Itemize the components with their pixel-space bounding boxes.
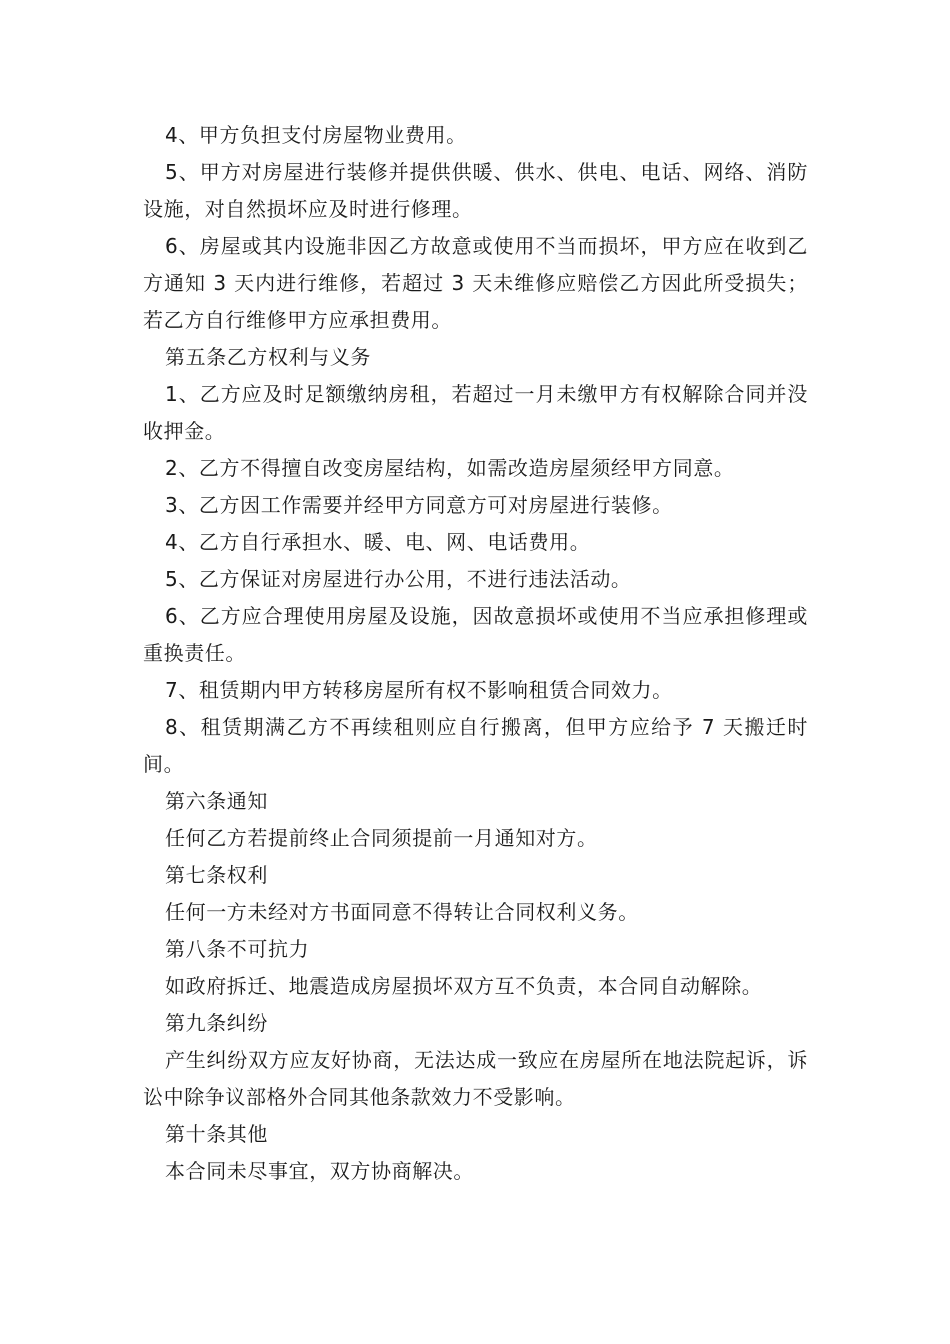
clause-tenant-3: 3、乙方因工作需要并经甲方同意方可对房屋进行装修。: [165, 493, 673, 517]
clause-tenant-6: 6、乙方应合理使用房屋及设施，因故意损坏或使用不当应承担修理或重换责任。: [143, 604, 808, 665]
article-6-text: 任何乙方若提前终止合同须提前一月通知对方。: [165, 826, 598, 850]
clause-landlord-4: 4、甲方负担支付房屋物业费用。: [165, 123, 467, 147]
clause-tenant-7: 7、租赁期内甲方转移房屋所有权不影响租赁合同效力。: [165, 678, 673, 702]
article-9-text: 产生纠纷双方应友好协商，无法达成一致应在房屋所在地法院起诉，诉讼中除争议部格外合同其他条款效力不受影响。: [143, 1048, 808, 1109]
section-heading-article-8: 第八条不可抗力: [165, 937, 310, 961]
clause-tenant-1: 1、乙方应及时足额缴纳房租，若超过一月未缴甲方有权解除合同并没收押金。: [143, 382, 808, 443]
section-heading-article-5: 第五条乙方权利与义务: [165, 345, 371, 369]
article-10-text: 本合同未尽事宜，双方协商解决。: [165, 1159, 474, 1183]
clause-tenant-2: 2、乙方不得擅自改变房屋结构，如需改造房屋须经甲方同意。: [165, 456, 735, 480]
article-8-text: 如政府拆迁、地震造成房屋损坏双方互不负责，本合同自动解除。: [165, 974, 763, 998]
document-body: [143, 117, 808, 1190]
section-heading-article-6: 第六条通知: [165, 789, 268, 813]
section-heading-article-7: 第七条权利: [165, 863, 268, 887]
article-7-text: 任何一方未经对方书面同意不得转让合同权利义务。: [165, 900, 639, 924]
section-heading-article-10: 第十条其他: [165, 1122, 268, 1146]
section-heading-article-9: 第九条纠纷: [165, 1011, 268, 1035]
clause-landlord-6: 6、房屋或其内设施非因乙方故意或使用不当而损坏，甲方应在收到乙方通知 3 天内进行维修，若超过 3 天未维修应赔偿乙方因此所受损失；若乙方自行维修甲方应承担费用。: [143, 234, 808, 332]
clause-tenant-8: 8、租赁期满乙方不再续租则应自行搬离，但甲方应给予 7 天搬迁时间。: [143, 715, 808, 776]
clause-tenant-5: 5、乙方保证对房屋进行办公用，不进行违法活动。: [165, 567, 632, 591]
clause-tenant-4: 4、乙方自行承担水、暖、电、网、电话费用。: [165, 530, 591, 554]
clause-landlord-5: 5、甲方对房屋进行装修并提供供暖、供水、供电、电话、网络、消防设施，对自然损坏应及时进行修理。: [143, 160, 808, 221]
